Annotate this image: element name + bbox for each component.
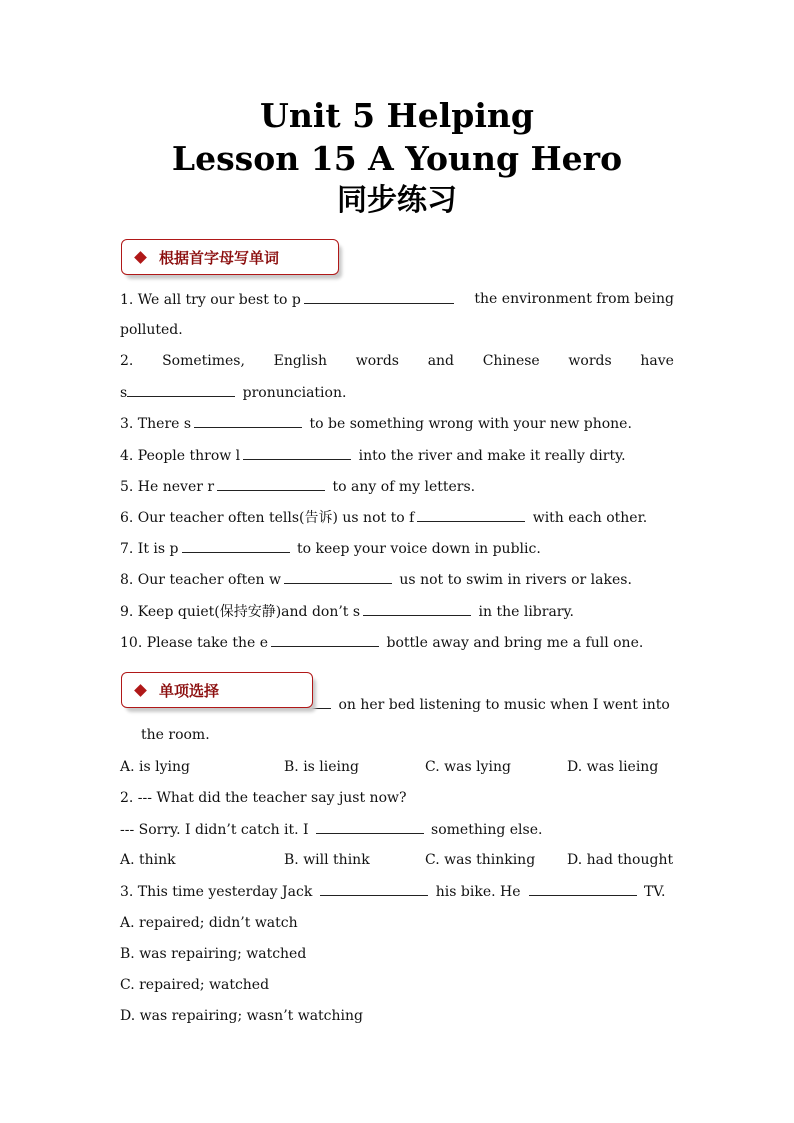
question-word: and [427, 353, 455, 369]
question-text: in the library. [474, 604, 574, 620]
answer-blank[interactable] [217, 476, 325, 491]
diamond-icon [134, 684, 147, 697]
option-a[interactable]: A. repaired; didn’t watch [120, 915, 298, 931]
question-text: on her bed listening to music when I went into [338, 697, 670, 713]
question-4 [120, 445, 674, 466]
answer-blank[interactable] [320, 881, 428, 896]
question-text: 6. Our teacher often tells(告诉) us not to f [120, 510, 415, 526]
mc-question-2-options [120, 850, 674, 870]
mc-question-3 [120, 881, 674, 902]
question-text: into the river and make it really dirty. [354, 448, 626, 464]
mc-question-1-cont: the room. [141, 727, 210, 743]
option-d[interactable]: D. was repairing; wasn’t watching [120, 1008, 363, 1024]
question-text: s [120, 385, 128, 401]
answer-blank[interactable] [304, 289, 454, 304]
question-word: have [640, 353, 674, 369]
question-word: words [568, 353, 612, 369]
mc-question-2-dialogue [120, 819, 674, 840]
mc-question-1-options [120, 757, 674, 777]
question-3 [120, 413, 674, 434]
question-text: 3. There s [120, 416, 192, 432]
question-word: Sometimes, [162, 353, 245, 369]
answer-blank[interactable] [194, 413, 302, 428]
option-c[interactable]: C. repaired; watched [120, 977, 270, 993]
title-subtitle: 同步练习 [337, 183, 457, 218]
question-text: 7. It is p [120, 541, 179, 557]
question-8 [120, 569, 674, 590]
question-text: us not to swim in rivers or lakes. [394, 572, 632, 588]
option-c[interactable]: C. was lying [425, 759, 511, 775]
option-c[interactable]: C. was thinking [425, 852, 536, 868]
option-d[interactable]: D. was lieing [567, 759, 659, 775]
question-text: pronunciation. [238, 385, 347, 401]
option-a[interactable]: A. is lying [120, 759, 190, 775]
answer-blank[interactable] [316, 819, 424, 834]
mc-question-2: 2. --- What did the teacher say just now? [120, 790, 407, 806]
question-text: to keep your voice down in public. [292, 541, 541, 557]
section-heading-label: 根据首字母写单词 [159, 248, 280, 267]
diamond-icon [134, 251, 147, 264]
answer-blank[interactable] [363, 601, 471, 616]
question-text: something else. [426, 822, 543, 838]
answer-blank[interactable] [182, 538, 290, 553]
question-2-cont [120, 382, 674, 403]
question-2 [120, 351, 674, 371]
title-unit: Unit 5 Helping [260, 96, 534, 135]
answer-blank[interactable] [417, 507, 525, 522]
question-text: 1. We all try our best to p [120, 292, 301, 308]
question-text: 3. This time yesterday Jack [120, 884, 313, 900]
section-heading-word-spelling [121, 239, 339, 275]
question-word: 2. [120, 353, 134, 369]
question-text: his bike. He [431, 884, 521, 900]
answer-blank[interactable] [271, 632, 379, 647]
answer-blank[interactable] [529, 881, 637, 896]
section-heading-multiple-choice [121, 672, 313, 708]
option-d[interactable]: D. had thought [567, 852, 674, 868]
question-9 [120, 601, 674, 622]
question-word: Chinese [482, 353, 540, 369]
question-1 [120, 289, 674, 310]
answer-blank[interactable] [243, 445, 351, 460]
question-text: 5. He never r [120, 479, 215, 495]
question-text: to be something wrong with your new phone. [305, 416, 632, 432]
section-heading-label: 单项选择 [159, 681, 220, 700]
question-1-cont: polluted. [120, 322, 183, 338]
question-text: 9. Keep quiet(保持安静)and don’t s [120, 604, 361, 620]
question-7 [120, 538, 674, 559]
question-5 [120, 476, 674, 497]
option-b[interactable]: B. will think [284, 852, 370, 868]
question-text: 4. People throw l [120, 448, 241, 464]
question-text: to any of my letters. [328, 479, 476, 495]
option-a[interactable]: A. think [120, 852, 176, 868]
question-text: 8. Our teacher often w [120, 572, 281, 588]
option-b[interactable]: B. is lieing [284, 759, 359, 775]
option-b[interactable]: B. was repairing; watched [120, 946, 307, 962]
question-text: TV. [639, 884, 666, 900]
question-10 [120, 632, 674, 653]
question-text: bottle away and bring me a full one. [382, 635, 644, 651]
question-text: --- Sorry. I didn’t catch it. I [120, 822, 309, 838]
answer-blank[interactable] [284, 569, 392, 584]
title-lesson: Lesson 15 A Young Hero [171, 139, 623, 178]
question-6 [120, 507, 674, 528]
answer-blank[interactable] [127, 382, 235, 397]
question-word: words [355, 353, 399, 369]
question-word: English [273, 353, 328, 369]
question-text: with each other. [528, 510, 648, 526]
question-text: the environment from being [474, 291, 674, 307]
question-text: 10. Please take the e [120, 635, 269, 651]
